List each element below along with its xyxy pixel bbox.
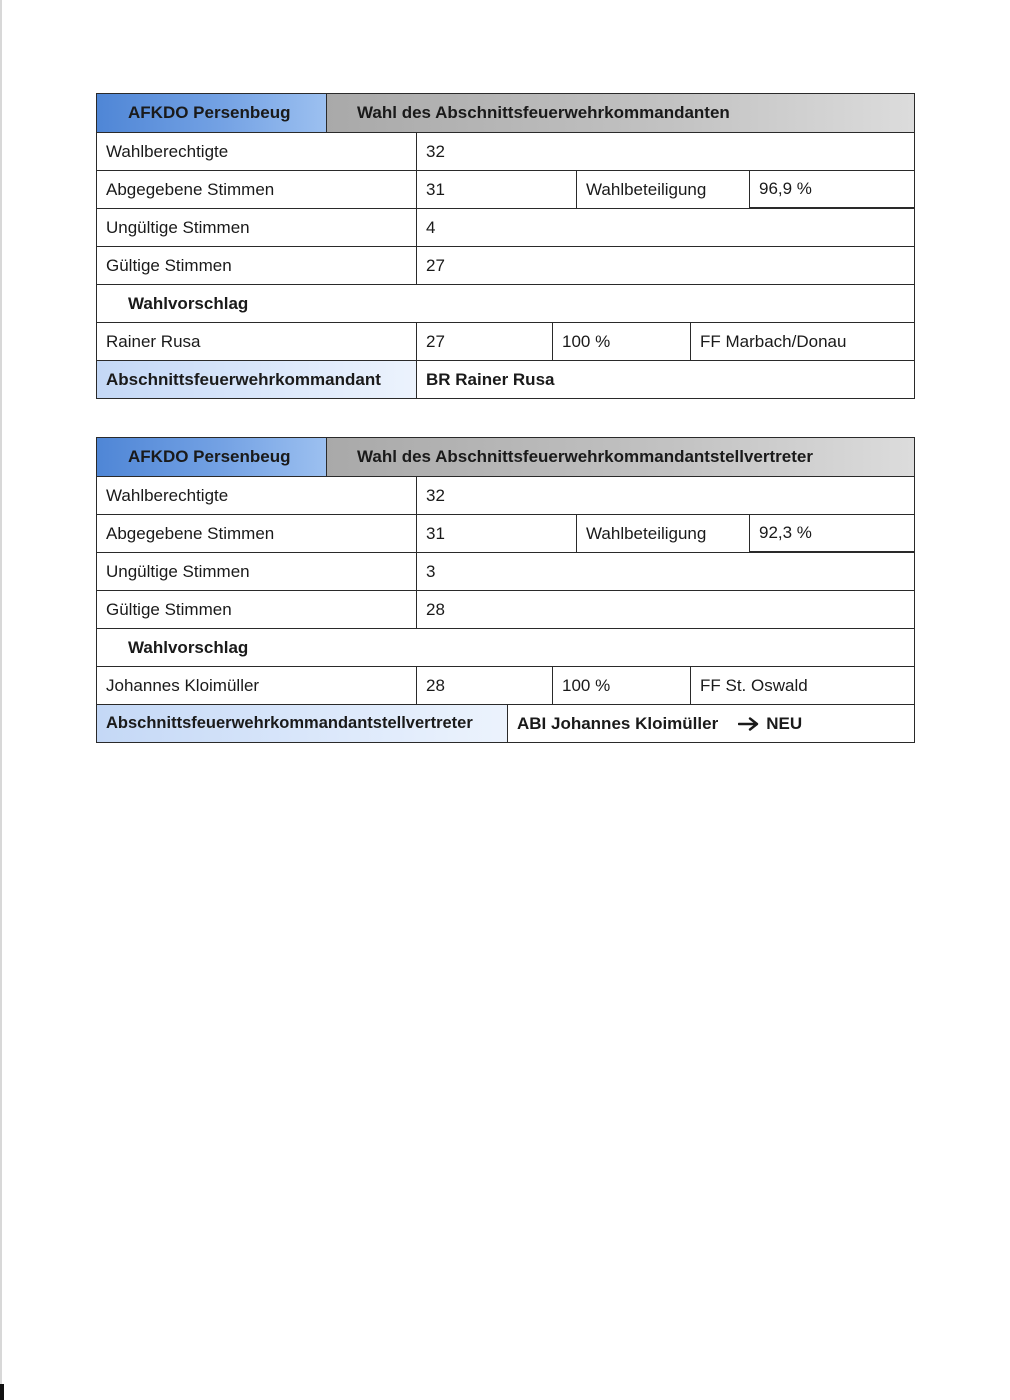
page-scan-mark xyxy=(0,1384,4,1400)
proposal-heading-row xyxy=(97,284,914,322)
candidate-row xyxy=(97,666,914,704)
valid-votes-label: Gültige Stimmen xyxy=(106,255,232,275)
candidate-votes: 28 xyxy=(416,667,552,704)
eligible-voters-row xyxy=(97,476,914,514)
valid-votes-row xyxy=(97,246,914,284)
votes-cast-label: Abgegebene Stimmen xyxy=(106,523,275,543)
proposal-heading: Wahlvorschlag xyxy=(128,637,249,657)
valid-votes-value: 28 xyxy=(416,591,914,628)
result-value: ABI Johannes Kloimüller xyxy=(517,713,719,733)
votes-cast-row xyxy=(97,170,914,208)
candidate-name: Rainer Rusa xyxy=(106,331,201,351)
election-title: Wahl des Abschnittsfeuerwehrkommandanten xyxy=(326,94,914,132)
turnout-value: 96,9 % xyxy=(749,171,915,208)
invalid-votes-label: Ungültige Stimmen xyxy=(106,561,250,581)
candidate-row xyxy=(97,322,914,360)
eligible-voters-row xyxy=(97,132,914,170)
invalid-votes-label: Ungültige Stimmen xyxy=(106,217,250,237)
turnout-label: Wahlbeteiligung xyxy=(576,171,749,208)
candidate-name: Johannes Kloimüller xyxy=(106,675,260,695)
turnout-label: Wahlbeteiligung xyxy=(576,515,749,552)
invalid-votes-row xyxy=(97,208,914,246)
table-header-row xyxy=(97,94,914,132)
result-value: BR Rainer Rusa xyxy=(416,361,914,398)
valid-votes-row xyxy=(97,590,914,628)
proposal-heading: Wahlvorschlag xyxy=(128,293,249,313)
eligible-voters-value: 32 xyxy=(416,477,914,514)
org-label: AFKDO Persenbeug xyxy=(97,438,326,476)
valid-votes-value: 27 xyxy=(416,247,914,284)
election-table-commander xyxy=(96,93,915,399)
valid-votes-label: Gültige Stimmen xyxy=(106,599,232,619)
invalid-votes-row xyxy=(97,552,914,590)
votes-cast-value: 31 xyxy=(416,171,576,208)
invalid-votes-value: 4 xyxy=(416,209,914,246)
eligible-voters-label: Wahlberechtigte xyxy=(106,141,229,161)
eligible-voters-value: 32 xyxy=(416,133,914,170)
result-label: Abschnittsfeuerwehrkommandantstellvertreter xyxy=(97,705,507,742)
proposal-heading-row xyxy=(97,628,914,666)
result-value-cell xyxy=(507,705,914,742)
table-header-row xyxy=(97,438,914,476)
result-row xyxy=(97,360,914,398)
eligible-voters-label: Wahlberechtigte xyxy=(106,485,229,505)
election-title: Wahl des Abschnittsfeuerwehrkommandantstellvertreter xyxy=(326,438,914,476)
votes-cast-row xyxy=(97,514,914,552)
candidate-votes: 27 xyxy=(416,323,552,360)
candidate-unit: FF St. Oswald xyxy=(690,667,914,704)
candidate-percent: 100 % xyxy=(552,323,690,360)
votes-cast-value: 31 xyxy=(416,515,576,552)
election-table-deputy xyxy=(96,437,915,743)
invalid-votes-value: 3 xyxy=(416,553,914,590)
org-label: AFKDO Persenbeug xyxy=(97,94,326,132)
result-label: Abschnittsfeuerwehrkommandant xyxy=(97,361,416,398)
turnout-value: 92,3 % xyxy=(749,515,915,552)
new-badge: NEU xyxy=(766,713,803,733)
result-row xyxy=(97,704,914,742)
candidate-percent: 100 % xyxy=(552,667,690,704)
page-edge xyxy=(0,0,2,1400)
arrow-right-icon xyxy=(738,717,760,731)
candidate-unit: FF Marbach/Donau xyxy=(690,323,914,360)
votes-cast-label: Abgegebene Stimmen xyxy=(106,179,275,199)
